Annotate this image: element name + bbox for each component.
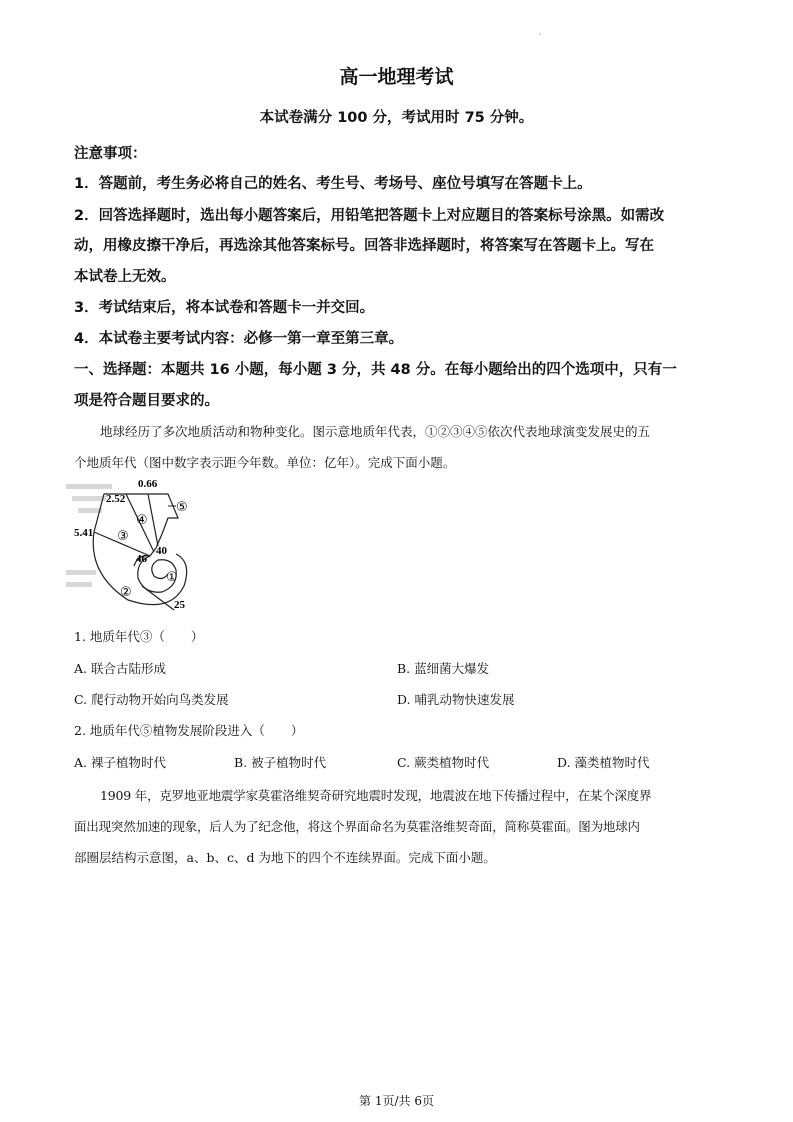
question-2-option-a: A. 裸子植物时代 — [74, 755, 166, 770]
notice-item-4: 4．本试卷主要考试内容：必修一第一章至第三章。 — [74, 331, 404, 347]
passage-1-line-1: 地球经历了多次地质活动和物种变化。图示意地质年代表，①②③④⑤依次代表地球演变发展史的五 — [100, 424, 651, 439]
notice-item-2-line-1: 2．回答选择题时，选出每小题答案后，用铅笔把答题卡上对应题目的答案标号涂黑。如需改 — [74, 208, 665, 224]
question-1-option-d: D. 哺乳动物快速发展 — [397, 692, 515, 707]
label-541: 5.41 — [74, 527, 94, 539]
era-label-2: ② — [120, 585, 132, 600]
label-066: 0.66 — [138, 478, 158, 490]
divider-line-25 — [142, 586, 174, 610]
passage-1-line-2: 个地质年代（图中数字表示距今年数。单位：亿年）。完成下面小题。 — [74, 455, 456, 470]
notice-item-1: 1．答题前，考生务必将自己的姓名、考生号、考场号、座位号填写在答题卡上。 — [74, 176, 592, 192]
era-label-5: ⑤ — [176, 500, 188, 515]
divider-line-066 — [148, 494, 158, 546]
page-title: 高一地理考试 — [339, 66, 454, 88]
notice-heading: 注意事项： — [74, 146, 147, 162]
question-1-option-b: B. 蓝细菌大爆发 — [397, 661, 490, 676]
label-46: 46 — [136, 553, 147, 565]
page-number: 第 1页/共 6页 — [359, 1094, 434, 1108]
question-2-option-c: C. 蕨类植物时代 — [397, 755, 490, 770]
passage-2-line-3: 部圈层结构示意图，a、b、c、d 为地下的四个不连续界面。完成下面小题。 — [74, 850, 496, 865]
question-1-stem-text: 1. 地质年代③（ — [74, 629, 165, 644]
notice-item-3: 3．考试结束后，将本试卷和答题卡一并交回。 — [74, 300, 375, 316]
outer-spiral-arc — [93, 532, 186, 605]
question-2-stem — [74, 721, 303, 739]
label-40: 40 — [156, 545, 167, 557]
label-252: 2.52 — [106, 493, 126, 505]
section-heading-line-2: 项是符合题目要求的。 — [74, 393, 219, 409]
notice-item-2-line-2: 动，用橡皮擦干净后，再选涂其他答案标号。回答非选择题时，将答案写在答题卡上。写在 — [74, 238, 654, 254]
era-label-1: ① — [166, 570, 178, 585]
passage-2-line-2: 面出现突然加速的现象，后人为了纪念他，将这个界面命名为莫霍洛维契奇面，简称莫霍面。图为地球内 — [74, 819, 640, 834]
question-1-option-a: A. 联合古陆形成 — [74, 661, 166, 676]
era-label-4: ④ — [136, 513, 148, 528]
question-2-option-b: B. 被子植物时代 — [234, 755, 327, 770]
section-heading-line-1: 一、选择题：本题共 16 小题，每小题 3 分，共 48 分。在每小题给出的四个选项中，只有一 — [74, 362, 677, 378]
exam-info: 本试卷满分 100 分，考试用时 75 分钟。 — [259, 110, 534, 126]
question-2-stem-close: ） — [290, 723, 304, 738]
notice-item-2-line-3: 本试卷上无效。 — [74, 269, 176, 285]
passage-2-line-1: 1909 年，克罗地亚地震学家莫霍洛维契奇研究地震时发现，地震波在地下传播过程中，在某个深度界 — [100, 788, 652, 803]
question-1-stem-close: ） — [190, 629, 204, 644]
question-1-option-c: C. 爬行动物开始向鸟类发展 — [74, 692, 229, 707]
geologic-time-figure — [58, 474, 208, 616]
question-2-option-d: D. 藻类植物时代 — [557, 755, 650, 770]
label-25: 25 — [174, 599, 185, 611]
question-2-stem-text: 2. 地质年代⑤植物发展阶段进入（ — [74, 723, 265, 738]
corner-mark: · — [539, 30, 542, 39]
era-label-3: ③ — [117, 529, 129, 544]
question-1-stem — [74, 627, 203, 645]
